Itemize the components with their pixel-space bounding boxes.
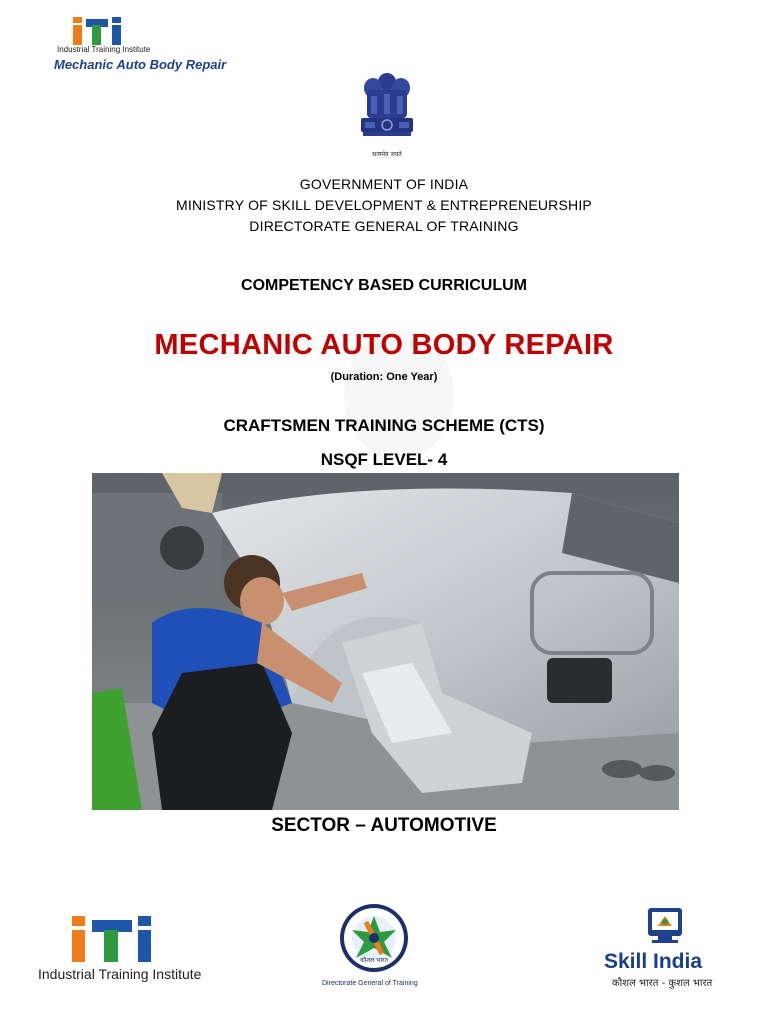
skill-india-title: Skill India — [604, 950, 703, 973]
dgt-gear-icon — [326, 900, 426, 980]
footer-iti-caption: Industrial Training Institute — [38, 966, 202, 982]
iti-logo-icon — [38, 916, 198, 964]
iti-logo-icon — [70, 15, 160, 47]
curriculum-label: COMPETENCY BASED CURRICULUM — [241, 277, 527, 294]
dgt-ring-text: कौशल भारत — [360, 957, 388, 964]
auto-body-repair-photo — [92, 473, 679, 810]
dgt-logo — [326, 900, 426, 992]
gov-line-3: DIRECTORATE GENERAL OF TRAINING — [249, 218, 519, 234]
nsqf-level: NSQF LEVEL- 4 — [320, 450, 448, 469]
national-emblem — [355, 70, 419, 162]
sector-label: SECTOR – AUTOMOTIVE — [271, 815, 497, 836]
gov-line-1: GOVERNMENT OF INDIA — [299, 176, 469, 192]
header-course-name: Mechanic Auto Body Repair — [54, 57, 227, 72]
header-iti-subtitle: Industrial Training Institute — [57, 45, 151, 54]
emblem-motto: सत्यमेव जयते — [372, 151, 402, 158]
skill-india-subtitle: कौशल भारत - कुशल भारत — [612, 978, 713, 989]
gov-line-2: MINISTRY OF SKILL DEVELOPMENT & ENTREPRENEURSHIP — [176, 197, 592, 213]
scheme-title: CRAFTSMEN TRAINING SCHEME (CTS) — [223, 416, 545, 435]
skill-india-monitor-icon — [600, 906, 730, 950]
dgt-caption: Directorate General of Training — [322, 980, 418, 987]
main-title: MECHANIC AUTO BODY REPAIR — [154, 329, 614, 361]
national-emblem-icon — [355, 70, 419, 162]
duration: (Duration: One Year) — [330, 371, 438, 383]
